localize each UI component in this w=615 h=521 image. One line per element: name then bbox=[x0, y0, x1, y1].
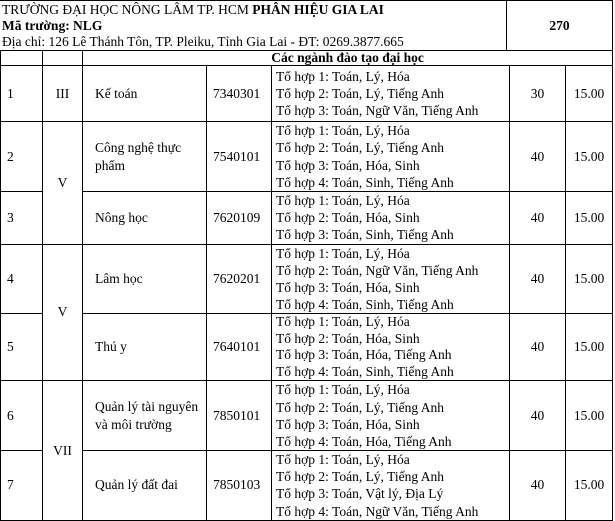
combo-item: Tổ hợp 1: Toán, Lý, Hóa bbox=[276, 452, 410, 468]
table-row bbox=[1, 66, 613, 122]
group-label: VII bbox=[43, 381, 83, 521]
school-name-prefix: TRƯỜNG ĐẠI HỌC NÔNG LÂM TP. HCM bbox=[2, 2, 249, 17]
major-code: 7850101 bbox=[207, 381, 272, 451]
combo-item: Tổ hợp 2: Toán, Lý, Tiếng Anh bbox=[276, 469, 444, 485]
combo-item: Tổ hợp 4: Toán, Sinh, Tiếng Anh bbox=[276, 174, 454, 190]
combo-item: Tổ hợp 1: Toán, Lý, Hóa bbox=[276, 193, 410, 208]
combo-item: Tổ hợp 2: Toán, Hóa, Sinh bbox=[276, 210, 420, 226]
row-number: 3 bbox=[1, 192, 43, 245]
major-code: 7620201 bbox=[207, 244, 272, 314]
group-label: III bbox=[43, 66, 83, 122]
subject-combos bbox=[272, 66, 510, 122]
row-number: 1 bbox=[1, 66, 43, 122]
min-score: 15.00 bbox=[566, 66, 613, 122]
combo-item: Tổ hợp 2: Toán, Hóa, Sinh bbox=[276, 330, 420, 346]
combo-item: Tổ hợp 4: Toán, Ngữ Văn, Tiếng Anh bbox=[276, 503, 479, 519]
min-score: 15.00 bbox=[566, 314, 613, 381]
major-name: Nông học bbox=[83, 192, 207, 245]
subject-combos bbox=[272, 451, 510, 521]
major-quota: 40 bbox=[510, 451, 566, 521]
combo-item: Tổ hợp 1: Toán, Lý, Hóa bbox=[276, 314, 410, 330]
combo-item: Tổ hợp 3: Toán, Hóa, Sinh bbox=[276, 416, 420, 432]
branch-name: PHÂN HIỆU GIA LAI bbox=[252, 2, 384, 17]
combo-item: Tổ hợp 3: Toán, Ngữ Văn, Tiếng Anh bbox=[276, 103, 479, 119]
table-row bbox=[1, 314, 613, 381]
group-label: V bbox=[43, 244, 83, 381]
row-number: 7 bbox=[1, 451, 43, 521]
min-score: 15.00 bbox=[566, 381, 613, 451]
subject-combos bbox=[272, 192, 510, 245]
table-row bbox=[1, 381, 613, 451]
combo-item: Tổ hợp 3: Toán, Vật lý, Địa Lý bbox=[276, 486, 444, 502]
combo-item: Tổ hợp 3: Toán, Hóa, Sinh bbox=[276, 279, 420, 295]
major-quota: 40 bbox=[510, 381, 566, 451]
school-address: Địa chỉ: 126 Lê Thánh Tôn, TP. Pleiku, Tỉnh Gia Lai - ĐT: 0269.3877.665 bbox=[2, 34, 404, 49]
section-title: Các ngành đào tạo đại học bbox=[83, 51, 613, 66]
school-name-line bbox=[2, 2, 502, 18]
major-quota: 40 bbox=[510, 122, 566, 192]
subject-combos bbox=[272, 381, 510, 451]
table-row bbox=[1, 244, 613, 314]
subject-combos bbox=[272, 314, 510, 381]
min-score: 15.00 bbox=[566, 451, 613, 521]
combo-item: Tổ hợp 3: Toán, Hóa, Sinh bbox=[276, 157, 420, 173]
row-number: 4 bbox=[1, 244, 43, 314]
combo-item: Tổ hợp 1: Toán, Lý, Hóa bbox=[276, 382, 410, 398]
min-score: 15.00 bbox=[566, 244, 613, 314]
min-score: 15.00 bbox=[566, 192, 613, 245]
group-label: V bbox=[43, 122, 83, 245]
section-title-row bbox=[1, 51, 613, 66]
combo-item: Tổ hợp 1: Toán, Lý, Hóa bbox=[276, 123, 410, 139]
major-code: 7340301 bbox=[207, 66, 272, 122]
combo-item: Tổ hợp 4: Toán, Sinh, Tiếng Anh bbox=[276, 363, 454, 379]
subject-combos bbox=[272, 122, 510, 192]
major-code: 7620109 bbox=[207, 192, 272, 245]
school-code: Mã trường: NLG bbox=[2, 18, 103, 33]
major-quota: 40 bbox=[510, 244, 566, 314]
school-info bbox=[2, 2, 502, 34]
combo-item: Tổ hợp 1: Toán, Lý, Hóa bbox=[276, 245, 410, 261]
major-name: Lâm học bbox=[83, 244, 207, 314]
document-header bbox=[0, 0, 613, 51]
major-name: Công nghệ thực phẩm bbox=[83, 122, 207, 192]
total-quota: 270 bbox=[549, 18, 570, 33]
majors-table bbox=[0, 50, 613, 521]
major-name: Kế toán bbox=[83, 66, 207, 122]
combo-item: Tổ hợp 4: Toán, Hóa, Tiếng Anh bbox=[276, 433, 452, 449]
combo-item: Tổ hợp 2: Toán, Lý, Tiếng Anh bbox=[276, 85, 444, 101]
major-name: Quản lý tài nguyên và môi trường bbox=[83, 381, 207, 451]
major-code: 7850103 bbox=[207, 451, 272, 521]
combo-item: Tổ hợp 3: Toán, Sinh, Tiếng Anh bbox=[276, 227, 454, 243]
table-row bbox=[1, 451, 613, 521]
row-number: 5 bbox=[1, 314, 43, 381]
row-number: 2 bbox=[1, 122, 43, 192]
subject-combos bbox=[272, 244, 510, 314]
combo-item: Tổ hợp 2: Toán, Ngữ Văn, Tiếng Anh bbox=[276, 262, 479, 278]
major-name: Quản lý đất đai bbox=[83, 451, 207, 521]
table-row bbox=[1, 192, 613, 245]
combo-item: Tổ hợp 2: Toán, Lý, Tiếng Anh bbox=[276, 399, 444, 415]
major-quota: 40 bbox=[510, 192, 566, 245]
major-quota: 30 bbox=[510, 66, 566, 122]
combo-item: Tổ hợp 1: Toán, Lý, Hóa bbox=[276, 68, 410, 84]
major-quota: 40 bbox=[510, 314, 566, 381]
min-score: 15.00 bbox=[566, 122, 613, 192]
major-code: 7540101 bbox=[207, 122, 272, 192]
combo-item: Tổ hợp 2: Toán, Lý, Tiếng Anh bbox=[276, 140, 444, 156]
table-row bbox=[1, 122, 613, 192]
major-name: Thú y bbox=[83, 314, 207, 381]
row-number: 6 bbox=[1, 381, 43, 451]
major-code: 7640101 bbox=[207, 314, 272, 381]
combo-item: Tổ hợp 4: Toán, Sinh, Tiếng Anh bbox=[276, 297, 454, 313]
combo-item: Tổ hợp 3: Toán, Hóa, Tiếng Anh bbox=[276, 347, 452, 363]
